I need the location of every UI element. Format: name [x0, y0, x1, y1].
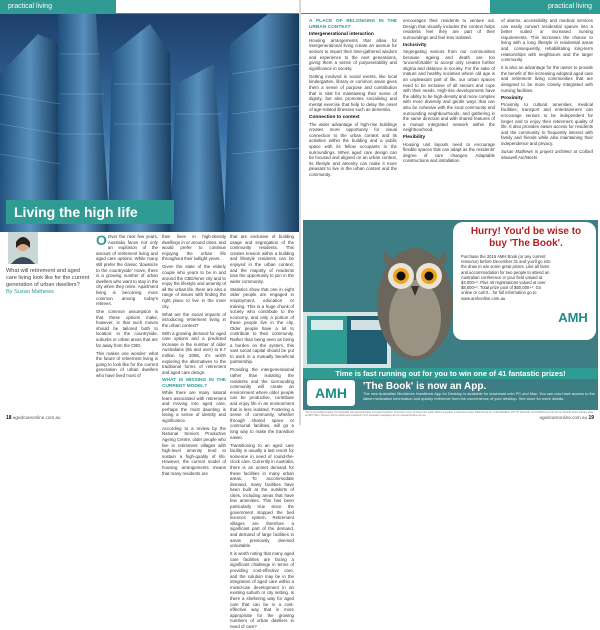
drop-cap: O — [96, 232, 107, 248]
subheading: Intergenerational interaction — [309, 31, 374, 37]
paragraph: Statistics show that one in eight older people are engaged in employment, education or training. This is a huge chunk of society who contribute to the economy, and only a portion of these people live in the city. Older people have a lot to contribute to their community. Rather than being seen as being a burden on the system, this vast social capital should be put to work in a mutually beneficial partnership. — [230, 286, 294, 365]
subheading: Proximity — [501, 95, 523, 101]
site-url: agedcareonline.com.au — [12, 415, 61, 420]
paragraph: Segregating seniors from our communities because ageing and death are too 'uncomfortable' to accept only creates further stigma and distance in society. For the sake of mature and healthy societies where old age is an unpleasant part of life, our urban spaces need to be inclusive of all seniors and cope with their needs. High-rise developments have the ability to be high-density and more complex with more diversity and gentle ways that can also be cohesive with the local community and surrounding neighbourhoods, and gathering in the same direction and with shared features of a mutual integrated network within the neighbourhood. — [403, 49, 495, 133]
ad-disclaimer: *Terms & Conditions apply. For full details visit www.amhonline.com.au/competition. Promotion closes 31 December 2016. AMH Competition is authorised under NSW Permit No. LTPS/16/09876, ACT TP 16/12345, SA T16/5678 and VIC Permit 16/1234. Draw will take place at AMH Office. Winners will be notified and published in The Australian newspaper and on www.amhonline.com.au. — [305, 411, 594, 417]
paragraph: of alarms, accessibility and medical services can easily convert residential spaces into a better suited or increased nursing requirements. This increases the chance to living with a long lifestyle in residential areas and, consequently, rehabilitating long-term relationships with neighbours and the larger community. — [501, 18, 593, 63]
paragraph: It is also an advantage for the owner to provide the benefit of the increasing adopted aged care and retirement living communities that are designed to be more closely integrated with nursing facilities. — [501, 65, 593, 93]
right-column-1 — [309, 18, 397, 218]
article-teaser — [6, 268, 90, 296]
hero-image — [0, 14, 299, 232]
page-folio — [539, 415, 594, 421]
paragraph: Given the state of the elderly couple who yearn to be in and around the CBD/inner city and to enjoy the lifestyle and amenity of all the urban life, there are also a range of issues with finding the right place to live in the inner city. — [162, 264, 226, 309]
amh-logo — [558, 306, 588, 328]
right-column-2 — [403, 18, 495, 218]
author-avatar — [8, 232, 38, 264]
page-folio — [6, 415, 61, 421]
subheading: Flexibility — [403, 135, 426, 141]
paragraph: What are the social impacts of introducing retirement living in the urban context? — [162, 311, 226, 328]
left-column-1 — [96, 234, 158, 414]
section-tab: practical living — [0, 0, 116, 13]
teaser-text: What will retirement and aged care living look like for the current generation of urban dwellers? — [6, 268, 90, 288]
right-column-3 — [501, 18, 593, 218]
ad-prize-banner: Time is fast running out for you to win one of 41 fantastic prizes! — [303, 368, 598, 379]
paragraph: One common assumption is that these options make, however, is that such moves should be tailored both to location: in the countryside, suburbs or urban areas that are far away from the CBD. — [96, 309, 158, 348]
paragraph: Providing the intergenerational rather than isolating the residents and the surrounding community will create an environment where older people can be productive, contribute and enjoy life in an environment that is less isolated. Fostering a sense of community, whether through shared space or communal facilities, will go a long way to make the transition easier. — [230, 367, 294, 440]
paragraph: With a growing demand for aged care options and a predicted increase in the number of older Australians (65 and over) to 8.7 million by 2056, it's worth exploring the alternatives to the traditional forms of retirement and aged care design. — [162, 330, 226, 375]
paragraph: Transitioning to an aged care facility is usually a last resort for someone in need of round-the-clock care. Currently in Australia, there is an unmet demand for these facilities in many urban areas. To accommodate demand, many facilities have been built at the outskirts of cities, including areas that have few amenities. This has been particularly true since the government stopped the bed licences system. Retirement villages are therefore a significant part of the demand, and demand of large facilities in areas previously deemed unsuitable. — [230, 442, 294, 549]
paragraph: encourages their residents to venture out. Design that visually includes the context helps residents feel they are part of their surroundings and feel less isolated. — [403, 18, 495, 40]
paragraph: While there are many natural fears associated with retirement and moving into aged care, perhaps the most daunting is losing a sense of identity and significance. — [162, 389, 226, 423]
page-number: 18 — [6, 415, 12, 421]
byline: By Susan Mathews — [6, 289, 54, 295]
owl-illustration — [303, 220, 463, 380]
amh-app-logo — [307, 380, 355, 406]
amh-app-logo-text: AMH — [315, 385, 347, 401]
left-page — [0, 0, 299, 629]
page-number: 19 — [588, 415, 594, 421]
right-page — [301, 0, 600, 425]
ad-app-title: 'The Book' is now an App. — [363, 381, 487, 392]
paragraph: This makes one wonder: what the future of retirement living is going to look like for the current generation of urban dwellers who have lived most of — [96, 350, 158, 379]
book-advertisement[interactable] — [303, 220, 598, 410]
section-rule — [301, 13, 600, 14]
paragraph: that are exclusive of building usage and segregation of the community residents. This creates tension within a building and lifestyle residents can be enjoyed in the urban context, and the majority of residents lose the opportunity to join in the wider community. — [230, 234, 294, 284]
author-note: Susan Mathews is project architect at Collard Maxwell Architects. — [501, 148, 593, 160]
section-heading: WHAT IS MISSING IN THE CURRENT MODEL? — [162, 377, 226, 389]
ad-headline: Hurry! You'd be wise to buy 'The Book'. — [470, 226, 582, 249]
article-title: Living the high life — [6, 200, 174, 224]
paragraph: Proximity to cultural amenities, medical facilities, transport and entertainment can encourage seniors to be independent for longer and to enjoy their retirement quality of life. It also provides easier access for residents and the community to frequently interact with family and friends while also maintaining their independence and privacy. — [501, 101, 593, 146]
section-heading: A PLACE OF BELONGING IN THE URBAN CONTEXT — [309, 19, 397, 30]
ad-app-text: The new Australian Medicines Handbook App for Desktop is available for download onto PC and Mac. You can now have access to the latest medication information and quickly reference from the convenience of your desktop. See store for more details. — [363, 391, 595, 401]
left-column-3 — [230, 234, 294, 629]
site-url: agedcareonline.com.au — [539, 415, 588, 420]
author-portrait-icon — [8, 232, 38, 264]
subheading: Connection to context — [309, 115, 360, 121]
subheading: Inclusivity — [403, 42, 427, 48]
amh-logo-text: AMH — [558, 310, 588, 325]
section-tab: practical living — [490, 0, 600, 13]
paragraph: It is worth noting that many aged care facilities are facing a significant challenge in terms of providing cost-effective care, and the solution may be in the integration of aged care within a mixed-use development in an existing suburb or city setting. Is there a sheltering way for aged care that can be in a cost-effective way that is more appropriate for the growing numbers of urban dwellers in need of care? — [230, 551, 294, 629]
paragraph: Housing unit layouts need to encourage flexible spaces that can adapt as the residents' degree of care changes. Adaptable constructions and installation — [403, 141, 495, 164]
paragraph: their lives in high-density dwellings in or around cities, and would prefer to continue enjoying the urban life throughout their twilight years. — [162, 234, 226, 262]
paragraph: Getting involved in social events, like local kindergarten, library or common areas gives them a sense of purpose and contribution that is vital for maintaining their sense of dignity, but also promotes socialising and mental exercise that help to delay the onset of age-related illnesses such as dementia. — [309, 73, 397, 113]
ad-body-text: Purchase the 2016 AMH Book (or any current resource) before December 31 and you'll go into the draw to win some great prizes. Like all fame and accommodation for two people to attend an Australian conference in your field valued at $4,000+*. Plus 40 registrations valued at over $8,000+*. Total prize pool of $60,000+*. Go online or call 0... for full information go to www.amhonline.com.au — [461, 254, 551, 301]
paragraph: Housing arrangements that allow for intergenerational living create an avenue for seniors to impart their time-gathered wisdom and experience to the next generations, giving them a sense of purpose/ability and significance in society. — [309, 37, 397, 71]
paragraph: Over the next few years, Australia faces not only an explosion of the amount of retirement living and aged care options. While many still prefer the classic 'downsize to the countryside' move, there is a growing number of urban dwellers who want to stay in the city when they retire. Apartment living is becoming more common among today's retirees. — [96, 234, 158, 307]
paragraph: According to a review by the National Seniors Productive Ageing Centre, older people who live in retirement villages with high-level amenity tend to sustain a high-quality of life. However, the current model of housing arrangements means that many residents are — [162, 425, 226, 476]
left-column-2 — [162, 234, 226, 476]
paragraph: The wider advantage of high-rise buildings creates more opportunity for visual connection to the urban context and its activities within the building and a public space with its fellow occupants in the surroundings. When aged care design can be focused and aligned on an urban context, its lifestyle and amenity can make it more pleasant to live in the urban context and the community. — [309, 121, 397, 178]
